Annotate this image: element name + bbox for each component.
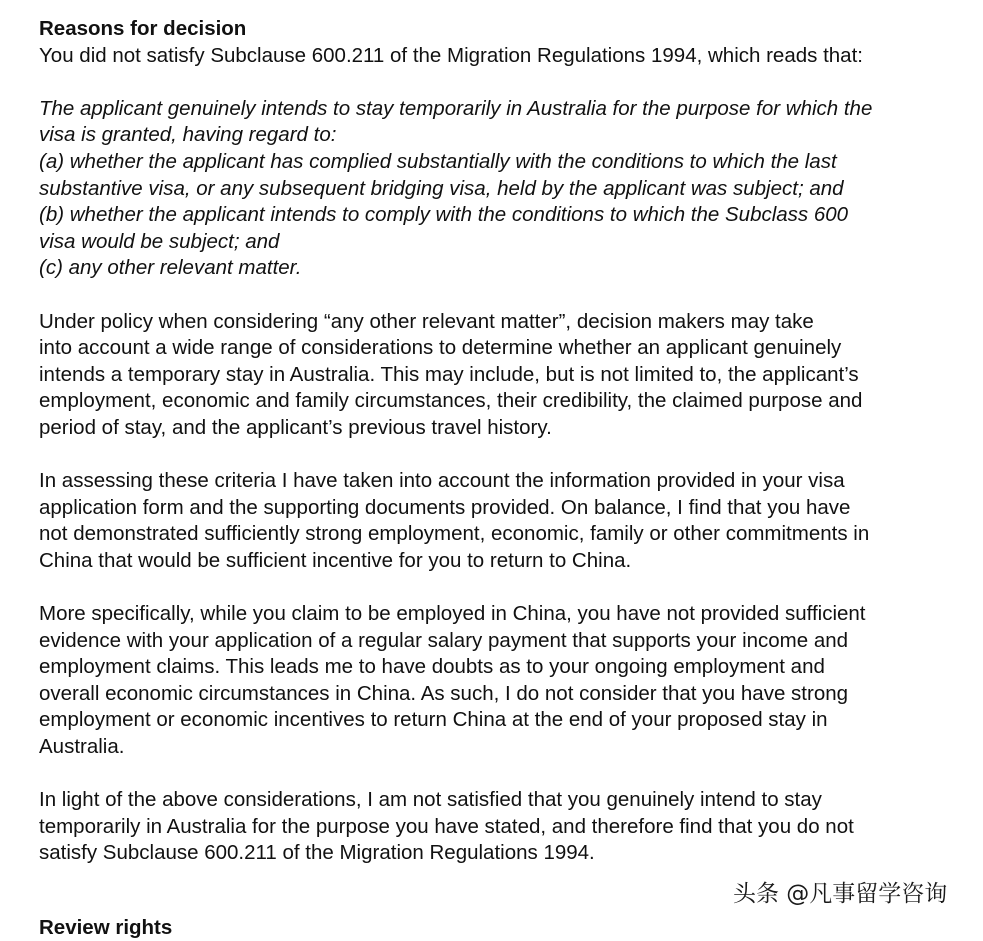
quote-line: (c) any other relevant matter. bbox=[39, 256, 302, 280]
paragraph-gap bbox=[39, 442, 959, 469]
quote-line: (a) whether the applicant has complied substantially with the conditions to which the last bbox=[39, 149, 837, 173]
paragraph-line: intends a temporary stay in Australia. This may include, but is not limited to, the applicant’s bbox=[39, 362, 859, 386]
paragraph-line: overall economic circumstances in China. As such, I do not consider that you have strong bbox=[39, 681, 849, 705]
paragraph-gap bbox=[39, 69, 959, 96]
specific-paragraph bbox=[39, 601, 959, 761]
paragraph-gap bbox=[39, 761, 959, 788]
paragraph-line: employment or economic incentives to return China at the end of your proposed stay in bbox=[39, 708, 828, 732]
paragraph-gap bbox=[39, 574, 959, 601]
quote-line: visa would be subject; and bbox=[39, 229, 280, 253]
quote-line: The applicant genuinely intends to stay temporarily in Australia for the purpose for which the bbox=[39, 96, 873, 120]
policy-paragraph bbox=[39, 309, 959, 442]
paragraph-line: Australia. bbox=[39, 735, 125, 759]
paragraph-line: temporarily in Australia for the purpose you have stated, and therefore find that you do not bbox=[39, 814, 854, 838]
intro-paragraph: You did not satisfy Subclause 600.211 of the Migration Regulations 1994, which reads that: bbox=[39, 43, 863, 67]
paragraph-line: not demonstrated sufficiently strong employment, economic, family or other commitments in bbox=[39, 522, 870, 546]
quote-line: visa is granted, having regard to: bbox=[39, 123, 337, 147]
paragraph-line: satisfy Subclause 600.211 of the Migration Regulations 1994. bbox=[39, 841, 595, 865]
regulation-quote bbox=[39, 96, 959, 282]
paragraph-line: employment claims. This leads me to have doubts as to your ongoing employment and bbox=[39, 655, 825, 679]
paragraph-line: evidence with your application of a regular salary payment that supports your income and bbox=[39, 628, 849, 652]
paragraph-line: China that would be sufficient incentive for you to return to China. bbox=[39, 548, 632, 572]
paragraph-line: More specifically, while you claim to be employed in China, you have not provided sufficient bbox=[39, 602, 866, 626]
conclusion-paragraph bbox=[39, 787, 959, 867]
paragraph-line: In light of the above considerations, I am not satisfied that you genuinely intend to stay bbox=[39, 788, 822, 812]
assessment-paragraph bbox=[39, 468, 959, 574]
paragraph-line: application form and the supporting documents provided. On balance, I find that you have bbox=[39, 495, 851, 519]
quote-line: (b) whether the applicant intends to comply with the conditions to which the Subclass 600 bbox=[39, 203, 849, 227]
paragraph-gap bbox=[39, 282, 959, 309]
quote-line: substantive visa, or any subsequent bridging visa, held by the applicant was subject; and bbox=[39, 176, 844, 200]
section-heading: Reasons for decision bbox=[39, 17, 247, 40]
review-rights-heading: Review rights bbox=[39, 916, 173, 939]
document-page bbox=[39, 16, 959, 867]
paragraph-line: Under policy when considering “any other relevant matter”, decision makers may take bbox=[39, 309, 814, 333]
paragraph-line: into account a wide range of considerations to determine whether an applicant genuinely bbox=[39, 336, 842, 360]
paragraph-line: employment, economic and family circumstances, their credibility, the claimed purpose and bbox=[39, 389, 863, 413]
source-watermark: 头条 @凡事留学咨询 bbox=[733, 881, 948, 907]
paragraph-line: period of stay, and the applicant’s previous travel history. bbox=[39, 415, 552, 439]
paragraph-line: In assessing these criteria I have taken into account the information provided in your visa bbox=[39, 469, 845, 493]
